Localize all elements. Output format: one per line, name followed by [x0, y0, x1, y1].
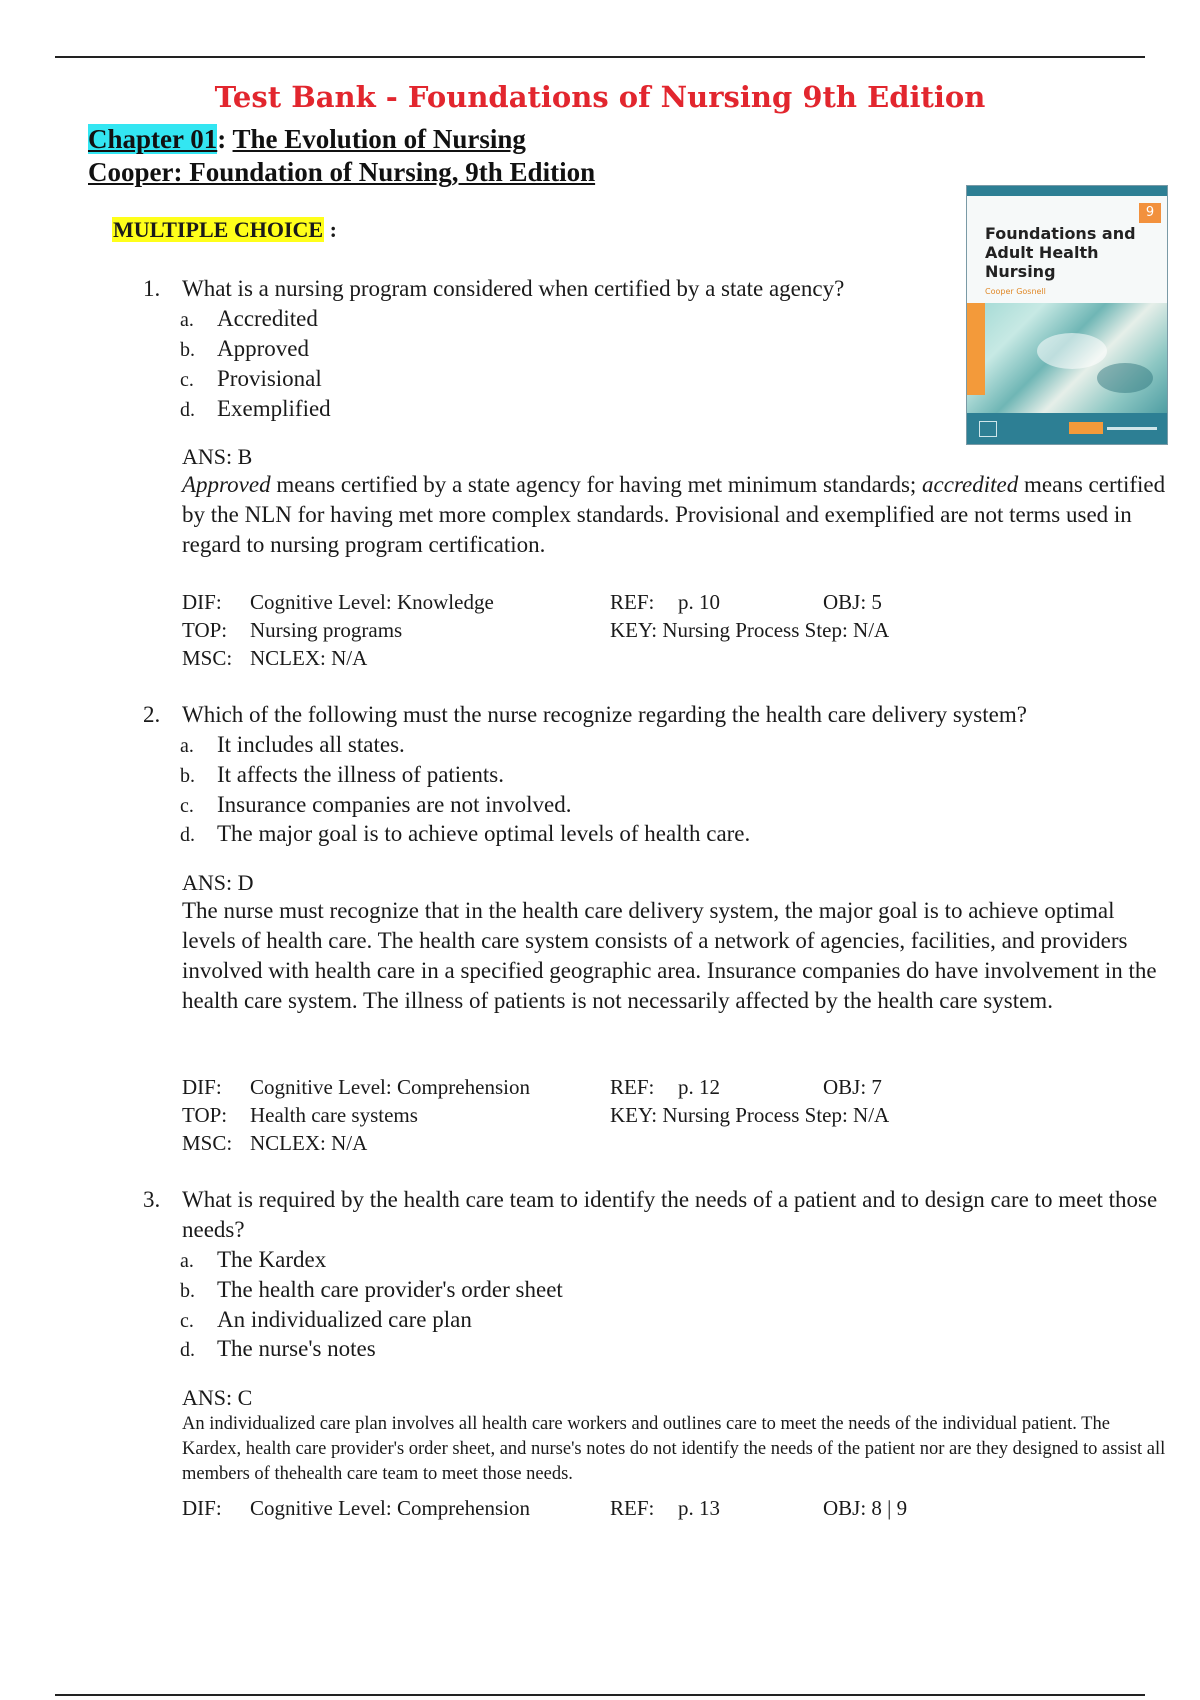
option-text: Exemplified — [217, 396, 331, 421]
rationale-text: means certified by the NLN for having met more complex standards. Provisional and exemplified are not terms used in regard to nursing program certification. — [182, 472, 1166, 557]
option-c — [180, 1305, 472, 1336]
rationale-term: accredited — [922, 472, 1019, 497]
option-text: The health care provider's order sheet — [217, 1277, 563, 1302]
option-letter: a. — [180, 1250, 194, 1272]
section-label — [112, 217, 337, 243]
meta-msc — [182, 1129, 367, 1157]
meta-value: Nursing programs — [250, 618, 403, 642]
meta-key: TOP: — [182, 618, 228, 642]
meta-key: REF: — [610, 1075, 655, 1099]
option-text: It affects the illness of patients. — [217, 762, 504, 787]
chapter-title: The Evolution of Nursing — [232, 124, 526, 154]
document-title: Test Bank - Foundations of Nursing 9th Edition — [214, 80, 986, 114]
cover-footer — [967, 413, 1167, 444]
cover-footer-text-line — [1107, 427, 1157, 430]
meta-key-step: KEY: Nursing Process Step: N/A — [610, 618, 890, 642]
meta-difficulty — [182, 1073, 530, 1101]
meta-value: p. 10 — [678, 590, 720, 614]
cover-orange-stripe — [967, 303, 985, 395]
answer: ANS: D — [182, 870, 254, 895]
chapter-label: Chapter 01 — [88, 124, 218, 154]
publisher-logo-icon — [979, 421, 997, 437]
top-rule — [55, 56, 1145, 58]
meta-value: Cognitive Level: Comprehension — [250, 1496, 530, 1520]
option-letter: c. — [180, 1310, 194, 1332]
option-letter: c. — [180, 795, 194, 817]
meta-value: Cognitive Level: Comprehension — [250, 1075, 530, 1099]
meta-value: Health care systems — [250, 1103, 418, 1127]
option-text: The nurse's notes — [217, 1336, 376, 1361]
chapter-heading — [88, 124, 526, 155]
meta-reference — [610, 1494, 720, 1522]
meta-key-step: KEY: Nursing Process Step: N/A — [610, 1103, 890, 1127]
meta-reference — [610, 1073, 720, 1101]
option-text: The Kardex — [217, 1247, 327, 1272]
option-text: Insurance companies are not involved. — [217, 792, 572, 817]
question-number: 2. — [143, 702, 161, 727]
question-text: What is a nursing program considered when certified by a state agency? — [182, 276, 845, 301]
bottom-rule — [55, 1694, 1145, 1696]
option-a — [180, 304, 318, 335]
question-number: 3. — [143, 1187, 161, 1212]
option-a — [180, 1245, 326, 1276]
meta-value: p. 12 — [678, 1075, 720, 1099]
evolve-logo-icon — [1069, 422, 1103, 434]
meta-key: TOP: — [182, 1103, 228, 1127]
option-letter: b. — [180, 339, 195, 361]
meta-key: DIF: — [182, 590, 222, 614]
rationale: An individualized care plan involves all health care workers and outlines care to meet the needs of the individual patient. The Kardex, health care provider's order sheet, and nurse's notes do not identify the needs of the patient nor are they designed to assist all members of thehealth care team to meet those needs. — [182, 1414, 1166, 1484]
option-b — [180, 1275, 563, 1306]
meta-key: MSC: — [182, 1131, 233, 1155]
answer: ANS: C — [182, 1385, 253, 1410]
meta-objective: OBJ: 7 — [823, 1075, 882, 1099]
option-letter: a. — [180, 309, 194, 331]
meta-value: NCLEX: N/A — [250, 646, 368, 670]
rationale-text: means certified by a state agency for having met minimum standards; — [270, 472, 923, 497]
meta-value: Cognitive Level: Knowledge — [250, 590, 494, 614]
cover-edition-badge: 9 — [1139, 203, 1161, 223]
cover-art-shape — [1097, 363, 1153, 393]
option-text: Approved — [217, 336, 309, 361]
meta-value: p. 13 — [678, 1496, 720, 1520]
meta-objective: OBJ: 8 | 9 — [823, 1496, 908, 1520]
option-letter: d. — [180, 824, 195, 846]
option-letter: a. — [180, 735, 194, 757]
answer: ANS: B — [182, 444, 253, 469]
meta-key: DIF: — [182, 1075, 222, 1099]
option-d — [180, 1334, 376, 1365]
question-number: 1. — [143, 276, 161, 301]
meta-key: REF: — [610, 1496, 655, 1520]
meta-key: REF: — [610, 590, 655, 614]
question-text: Which of the following must the nurse recognize regarding the health care delivery system? — [182, 702, 1027, 727]
meta-key: MSC: — [182, 646, 233, 670]
option-letter: c. — [180, 369, 194, 391]
option-a — [180, 730, 405, 761]
meta-msc — [182, 644, 367, 672]
meta-key: DIF: — [182, 1496, 222, 1520]
option-d — [180, 394, 331, 425]
option-letter: b. — [180, 765, 195, 787]
option-b — [180, 760, 504, 791]
section-label-text: MULTIPLE CHOICE — [113, 217, 324, 242]
chapter-separator: : — [217, 124, 233, 154]
option-c — [180, 364, 322, 395]
option-d — [180, 819, 750, 850]
cover-artwork — [967, 303, 1167, 413]
cover-authors: Cooper Gosnell — [985, 287, 1046, 296]
option-letter: b. — [180, 1280, 195, 1302]
book-cover-image — [966, 185, 1168, 445]
option-letter: d. — [180, 1339, 195, 1361]
question-text: What is required by the health care team to identify the needs of a patient and to design care to meet those needs? — [182, 1187, 1158, 1242]
rationale-term: Approved — [182, 472, 271, 497]
option-b — [180, 334, 309, 365]
rationale — [182, 470, 1172, 560]
meta-reference — [610, 588, 720, 616]
option-text: It includes all states. — [217, 732, 405, 757]
cover-art-shape — [1037, 333, 1107, 369]
option-c — [180, 790, 571, 821]
option-letter: d. — [180, 399, 195, 421]
book-line: Cooper: Foundation of Nursing, 9th Edition — [88, 157, 596, 187]
rationale: The nurse must recognize that in the health care delivery system, the major goal is to achieve optimal levels of health care. The health care system consists of a network of agencies, facilities, and providers involved with health care in a specified geographic area. Insurance companies do have involvement in the health care system. The illness of patients is not necessarily affected by the health care system. — [182, 898, 1157, 1013]
meta-topic — [182, 1101, 418, 1129]
option-text: An individualized care plan — [217, 1307, 472, 1332]
meta-topic — [182, 616, 402, 644]
section-label-suffix: : — [324, 217, 337, 242]
meta-value: NCLEX: N/A — [250, 1131, 368, 1155]
cover-top-band — [967, 186, 1167, 196]
meta-objective: OBJ: 5 — [823, 590, 882, 614]
cover-title: Foundations and Adult Health Nursing — [985, 224, 1136, 281]
option-text: Provisional — [217, 366, 322, 391]
meta-difficulty — [182, 1494, 530, 1522]
meta-difficulty — [182, 588, 494, 616]
option-text: Accredited — [217, 306, 318, 331]
option-text: The major goal is to achieve optimal levels of health care. — [217, 821, 751, 846]
